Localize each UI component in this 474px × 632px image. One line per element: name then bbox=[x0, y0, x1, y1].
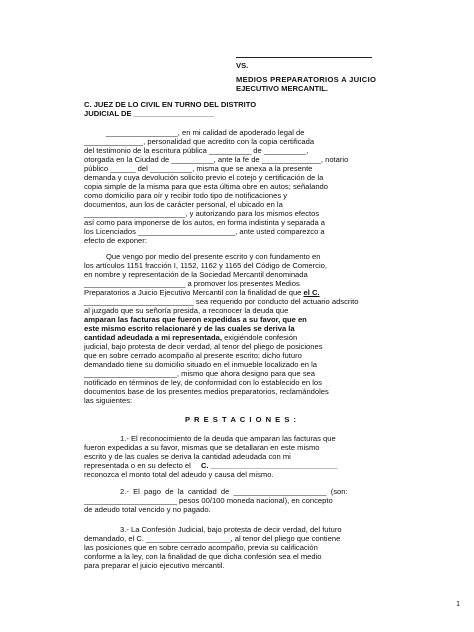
body-line: ______________________, mismo que ahora designo para que sea bbox=[84, 369, 315, 378]
intro-line: documentos, aun los de carácter personal, el ubicado en la bbox=[84, 200, 283, 209]
procedure-title-line2: EJECUTIVO MERCANTIL. bbox=[236, 84, 328, 93]
body-line: al juzgado que su señoría presida, a reconocer la deuda que bbox=[84, 306, 289, 315]
intro-line: demanda y cuya devolución solicito previo el cotejo y certificación de la bbox=[84, 173, 324, 182]
addressee-line2: JUDICIAL DE ___________________ bbox=[84, 109, 214, 118]
body-line: ________________________ a promover los presentes Medios bbox=[84, 279, 300, 288]
body-bold-text: el C. bbox=[303, 288, 320, 297]
intro-line: así como para imponerse de los autos, en forma indistinta y separada a bbox=[84, 218, 326, 227]
intro-line: copia simple de la misma para que esta última obre en autos; señalando bbox=[84, 182, 328, 191]
body-line: los artículos 1151 fracción I, 1152, 1162 y 1165 del Código de Comercio, bbox=[84, 261, 328, 270]
prestacion-3-line: para preparar el juicio ejecutivo mercantil. bbox=[84, 561, 225, 570]
prestacion-2-line: ______________________ pesos 00/100 moneda nacional), en concepto bbox=[84, 496, 333, 505]
intro-line: como domicilio para oír y recibir todo tipo de notificaciones y bbox=[84, 191, 288, 200]
prestacion-1-line bbox=[84, 461, 337, 470]
prestacion-2-line: 2.- El pago de la cantidad de ______________________ (son: bbox=[120, 487, 348, 496]
procedure-title-line1: MEDIOS PREPARATORIOS A JUICIO bbox=[236, 75, 377, 84]
intro-line: ______________, personalidad que acredito con la copia certificada bbox=[84, 137, 315, 146]
addressee-line1: C. JUEZ DE LO CIVIL EN TURNO DEL DISTRITO bbox=[84, 100, 257, 109]
body-line: que en sobre cerrado acompaño al presente escrito; dicho futuro bbox=[84, 351, 302, 360]
intro-line: efecto de exponer: bbox=[84, 236, 147, 245]
body-line: las siguientes: bbox=[84, 396, 133, 405]
body-line: notificado en términos de ley, de conformidad con lo establecido en los bbox=[84, 378, 322, 387]
prestacion-3-line: 3.- La Confesión Judicial, bajo protesta de decir verdad, del futuro bbox=[120, 525, 342, 534]
party-name-rule bbox=[236, 57, 372, 58]
prestacion-1-line: escrito y de las cuales se deriva la cantidad adeudada con mi bbox=[84, 452, 291, 461]
intro-line: otorgada en la Ciudad de __________, ante la fe de ______________, notario bbox=[84, 155, 349, 164]
prestacion-1-text: representada o en su defecto el bbox=[84, 461, 191, 470]
vs-label: VS. bbox=[236, 61, 249, 70]
intro-line: los Licenciados _______________________, ante usted comparezco a bbox=[84, 227, 325, 236]
intro-line: del testimonio de la escritura pública __________ de __________, bbox=[84, 146, 309, 155]
intro-line: público ______ del __________, misma que se anexa a la presente bbox=[84, 164, 313, 173]
intro-line: ________________________, y autorizando para los mismos efectos bbox=[84, 209, 320, 218]
prestacion-1-line: reconozca el monto total del adeudo y causa del mismo. bbox=[84, 470, 274, 479]
body-line: amparan las facturas que fueron expedidas a su favor, que en bbox=[84, 315, 307, 324]
prestacion-2-line: de adeudo total vencido y no pagado. bbox=[84, 505, 211, 514]
body-line: este mismo escrito relacionaré y de las cuales se deriva la bbox=[84, 324, 295, 333]
body-line: Que vengo por medio del presente escrito y con fundamento en bbox=[106, 252, 321, 261]
section-title: P R E S T A C I O N E S : bbox=[185, 415, 298, 424]
body-bold-text: cantidad adeudada a mi representada, bbox=[84, 333, 223, 342]
prestacion-3-line: conforme a la ley, con la finalidad de que dicha confesión sea el medio bbox=[84, 552, 322, 561]
body-line bbox=[84, 288, 320, 297]
prestacion-1-line: fueron expedidas a su favor, mismas que se detallaran en este mismo bbox=[84, 443, 320, 452]
page-number: 1 bbox=[456, 601, 460, 608]
body-line bbox=[84, 333, 297, 342]
body-line: en nombre y representación de la Sociedad Mercantil denominada bbox=[84, 270, 308, 279]
prestacion-1-line: 1.- El reconocimiento de la deuda que amparan las facturas que bbox=[120, 434, 336, 443]
body-line: judicial, bajo protesta de decir verdad, al tenor del pliego de posiciones bbox=[84, 342, 323, 351]
body-line: documentos base de los presentes medios preparatorios, reclamándoles bbox=[84, 387, 329, 396]
body-line: __________________________ sea requerido por conducto del actuario adscrito bbox=[84, 297, 359, 306]
prestacion-3-line: demandado, el C. ____________________, al tenor del pliego que contiene bbox=[84, 534, 341, 543]
body-text: Preparatorios a Juicio Ejecutivo Mercantil con la finalidad de que bbox=[84, 288, 302, 297]
intro-line: _________________, en mi calidad de apoderado legal de bbox=[106, 128, 305, 137]
body-line: demandado tiene su domicilio situado en el inmueble localizado en la bbox=[84, 360, 318, 369]
prestacion-3-line: las posiciones que en sobre cerrado acompaño, previa su calificación bbox=[84, 543, 318, 552]
body-text: exigiéndole confesión bbox=[224, 333, 298, 342]
prestacion-1-bold: C. ______________________________ bbox=[200, 461, 338, 470]
